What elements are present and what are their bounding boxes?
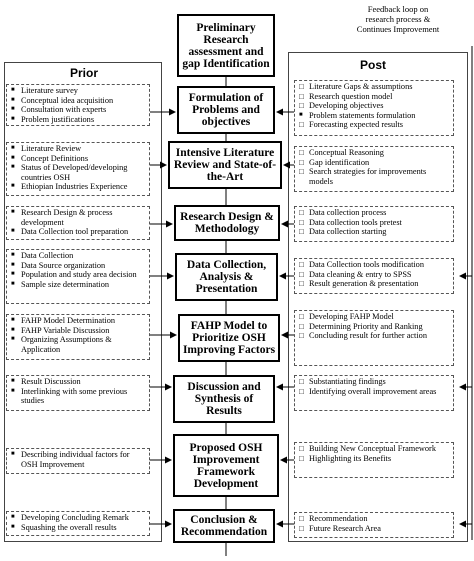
list-item: ■ Literature survey	[11, 86, 146, 96]
list-item: ■ Problem statements formulation	[299, 111, 450, 121]
stage-discussion-synthesis: Discussion and Synthesis of Results	[173, 375, 275, 423]
list-item: □ Developing objectives	[299, 101, 450, 111]
post-box-4	[294, 258, 454, 294]
list-item: ■ FAHP Model Determination	[11, 316, 146, 326]
stage-framework-development: Proposed OSH Improvement Framework Development	[173, 434, 279, 497]
list-item: ■ FAHP Variable Discussion	[11, 326, 146, 336]
list-item: ■ Interlinking with some previous studies	[11, 387, 146, 406]
list-item: ■ Squashing the overall results	[11, 523, 146, 533]
list-item: □ Determining Priority and Ranking	[299, 322, 450, 332]
list-item: □ Concluding result for further action	[299, 331, 450, 341]
list-item: □ Data collection process	[299, 208, 450, 218]
prior-title: Prior	[70, 66, 99, 80]
list-item: ■ Problem justifications	[11, 115, 146, 125]
list-item: □ Identifying overall improvement areas	[299, 387, 450, 397]
list-item: □ Search strategies for improvements models	[299, 167, 450, 186]
prior-box-6	[6, 375, 150, 411]
prior-box-7	[6, 448, 150, 474]
list-item: ■ Literature Review	[11, 144, 146, 154]
list-item: ■ Organizing Assumptions & Application	[11, 335, 146, 354]
post-box-8	[294, 512, 454, 538]
stage-conclusion: Conclusion & Recommendation	[173, 509, 275, 543]
stage-fahp-model: FAHP Model to Prioritize OSH Improving Factors	[178, 314, 280, 362]
list-item: ■ Result Discussion	[11, 377, 146, 387]
list-item: □ Gap identification	[299, 158, 450, 168]
feedback-line-1: Feedback loop on	[367, 4, 429, 14]
list-item: □ Literature Gaps & assumptions	[299, 82, 450, 92]
prior-box-1	[6, 84, 150, 126]
post-box-5	[294, 310, 454, 366]
list-item: □ Data cleaning & entry to SPSS	[299, 270, 450, 280]
list-item: ■ Data Collection	[11, 251, 146, 261]
list-item: ■ Research Design & process development	[11, 208, 146, 227]
post-box-7	[294, 442, 454, 478]
prior-box-8	[6, 511, 150, 536]
post-box-3	[294, 206, 454, 242]
post-title: Post	[360, 58, 387, 72]
list-item: ■ Describing individual factors for OSH Improvement	[11, 450, 146, 469]
stage-data-collection: Data Collection, Analysis & Presentation	[175, 253, 278, 301]
list-item: ■ Sample size determination	[11, 280, 146, 290]
list-item: □ Forecasting expected results	[299, 120, 450, 130]
list-item: □ Substantiating findings	[299, 377, 450, 387]
stage-problem-formulation: Formulation of Problems and objectives	[177, 86, 275, 134]
feedback-line-3: Continues Improvement	[356, 24, 440, 34]
list-item: □ Building New Conceptual Framework	[299, 444, 450, 454]
list-item: ■ Status of Developed/developing countries OSH	[11, 163, 146, 182]
list-item: □ Developing FAHP Model	[299, 312, 450, 322]
list-item: ■ Data Source organization	[11, 261, 146, 271]
prior-box-4	[6, 249, 150, 304]
list-item: ■ Consultation with experts	[11, 105, 146, 115]
list-item: □ Result generation & presentation	[299, 279, 450, 289]
list-item: □ Conceptual Reasoning	[299, 148, 450, 158]
post-box-1	[294, 80, 454, 136]
list-item: □ Research question model	[299, 92, 450, 102]
stage-research-design: Research Design & Methodology	[174, 205, 280, 241]
list-item: □ Recommendation	[299, 514, 450, 524]
post-box-6	[294, 375, 454, 411]
list-item: ■ Concept Definitions	[11, 154, 146, 164]
list-item: ■ Ethiopian Industries Experience	[11, 182, 146, 192]
stage-literature-review: Intensive Literature Review and State-of-the-Art	[168, 141, 282, 189]
stage-preliminary-assessment: Preliminary Research assessment and gap Identification	[177, 14, 275, 77]
list-item: □ Future Research Area	[299, 524, 450, 534]
list-item: □ Data collection starting	[299, 227, 450, 237]
prior-box-2	[6, 142, 150, 196]
list-item: ■ Developing Concluding Remark	[11, 513, 146, 523]
list-item: □ Data collection tools pretest	[299, 218, 450, 228]
feedback-line-2: research process &	[365, 14, 431, 24]
list-item: ■ Conceptual idea acquisition	[11, 96, 146, 106]
list-item: ■ Data Collection tool preparation	[11, 227, 146, 237]
prior-box-3	[6, 206, 150, 240]
list-item: ■ Population and study area decision	[11, 270, 146, 280]
prior-box-5	[6, 314, 150, 360]
list-item: □ Data Collection tools modification	[299, 260, 450, 270]
post-box-2	[294, 146, 454, 192]
list-item: □ Highlighting its Benefits	[299, 454, 450, 464]
